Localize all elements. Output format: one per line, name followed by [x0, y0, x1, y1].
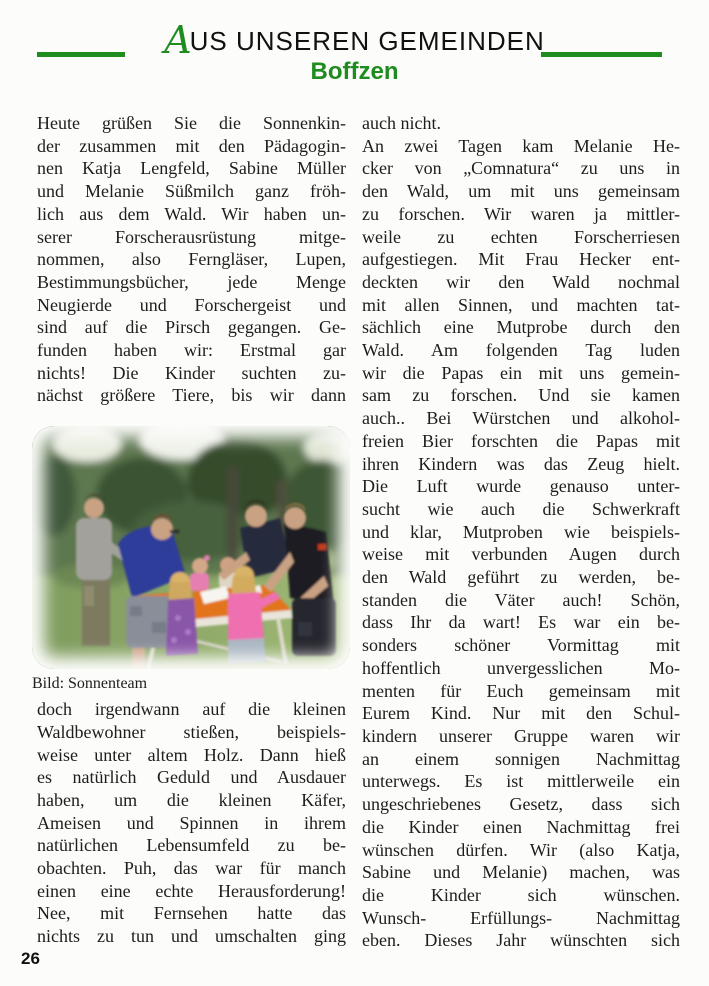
text-line: cker von „Comnatura“ zu uns in [362, 158, 680, 179]
text-line: ungeschriebenes Gesetz, dass sich [362, 794, 680, 815]
text-line: Waldbewohner stießen, beispiels- [37, 721, 346, 742]
text-line: nichts! Die Kinder suchten zu- [37, 362, 346, 383]
text-line: nen Katja Lengfeld, Sabine Müller [37, 158, 346, 179]
text-line: sonders schöner Vormittag mit [362, 635, 680, 656]
right-column [362, 112, 680, 952]
text-line: doch irgendwann auf die kleinen [37, 699, 346, 720]
text-line: eben. Dieses Jahr wünschten sich [362, 930, 680, 951]
text-line: weile zu echten Forscherriesen [362, 226, 680, 247]
left-column [32, 112, 346, 948]
text-line: standen die Väter auch! Schön, [362, 589, 680, 610]
text-line: es natürlich Geduld und Ausdauer [37, 767, 346, 788]
text-line: Ameisen und Spinnen in ihrem [37, 812, 346, 833]
text-line: sind auf die Pirsch gegangen. Ge- [37, 317, 346, 338]
text-line: nichts zu tun und umschalten ging [37, 926, 346, 947]
text-line: den Wald, um mit uns gemeinsam [362, 181, 680, 202]
text-line: kindern unserer Gruppe waren wir [362, 725, 680, 746]
text-line: sucht wie auch die Schwerkraft [362, 498, 680, 519]
text-block-2 [37, 698, 346, 948]
text-line: menten für Euch gemeinsam mit [362, 680, 680, 701]
text-line: Eurem Kind. Nur mit den Schul- [362, 703, 680, 724]
text-line: serer Forscherausrüstung mitge- [37, 226, 346, 247]
text-line: auch.. Bei Würstchen und alkohol- [362, 408, 680, 429]
title-text: US UNSEREN GEMEINDEN [189, 26, 545, 56]
text-line: die Kinder einen Nachmittag frei [362, 816, 680, 837]
text-line: haben, um die kleinen Käfer, [37, 789, 346, 810]
text-line: funden haben wir: Erstmal gar [37, 340, 346, 361]
text-block-4 [362, 135, 680, 952]
text-line: nommen, also Ferngläser, Lupen, [37, 249, 346, 270]
text-line: Heute grüßen Sie die Sonnenkin- [37, 113, 346, 133]
photo-caption: Bild: Sonnenteam [32, 675, 148, 693]
text-line: auch nicht. [362, 113, 441, 133]
text-line: sächlich eine Mutprobe durch den [362, 317, 680, 338]
text-line: Sabine und Melanie) machen, was [362, 862, 680, 883]
section-title: Boffzen [310, 58, 399, 85]
text-line: Die Luft wurde genauso unter- [362, 476, 680, 497]
page-title [0, 18, 709, 62]
text-line: wünschen dürfen. Wir (also Katja, [362, 839, 680, 860]
text-line: zu forschen. Wir waren ja mittler- [362, 203, 680, 224]
text-line: mit allen Sinnen, und machten tat- [362, 294, 680, 315]
text-line: wir die Papas ein mit uns gemein- [362, 362, 680, 383]
text-line: An zwei Tagen kam Melanie He- [362, 135, 680, 156]
photo-image [32, 426, 350, 669]
text-line: ihren Kindern was das Zeug hielt. [362, 453, 680, 474]
text-line: und klar, Mutproben wie beispiels- [362, 521, 680, 542]
text-line: die Kinder sich wünschen. [362, 884, 680, 905]
title-initial-letter: A [164, 18, 192, 62]
article-photo [32, 426, 350, 669]
text-block-3 [362, 112, 680, 135]
page-number: 26 [21, 949, 40, 968]
text-line: lich aus dem Wald. Wir haben un- [37, 203, 346, 224]
text-line: Neugierde und Forschergeist und [37, 294, 346, 315]
text-line: an einem sonnigen Nachmittag [362, 748, 680, 769]
text-line: obachten. Puh, das war für manch [37, 858, 346, 879]
text-line: Wald. Am folgenden Tag luden [362, 340, 680, 361]
text-line: hoffentlich unvergesslichen Mo- [362, 657, 680, 678]
text-line: sam zu forschen. Und sie kamen [362, 385, 680, 406]
text-line: den Wald geführt zu werden, be- [362, 567, 680, 588]
text-line: weise unter altem Holz. Dann hieß [37, 744, 346, 765]
text-line: aufgestiegen. Mit Frau Hecker ent- [362, 249, 680, 270]
text-line: deckten wir den Wald nochmal [362, 271, 680, 292]
text-block-1 [37, 112, 346, 407]
text-line: weise mit verbunden Augen durch [362, 544, 680, 565]
text-line: Wunsch- Erfüllungs- Nachmittag [362, 907, 680, 928]
text-line: unterwegs. Es ist mittlerweile ein [362, 771, 680, 792]
text-line: dass Ihr da wart! Es war ein be- [362, 612, 680, 633]
text-line: natürlichen Lebensumfeld zu be- [37, 835, 346, 856]
text-line: einen eine echte Herausforderung! [37, 880, 346, 901]
text-line: Bestimmungsbücher, jede Menge [37, 271, 346, 292]
text-line: nächst größere Tiere, bis wir dann [37, 385, 346, 406]
text-line: der zusammen mit den Pädagogin- [37, 135, 346, 156]
text-line: und Melanie Süßmilch ganz fröh- [37, 181, 346, 202]
text-line: Nee, mit Fernsehen hatte das [37, 903, 346, 924]
text-line: freien Bier forschten die Papas mit [362, 430, 680, 451]
